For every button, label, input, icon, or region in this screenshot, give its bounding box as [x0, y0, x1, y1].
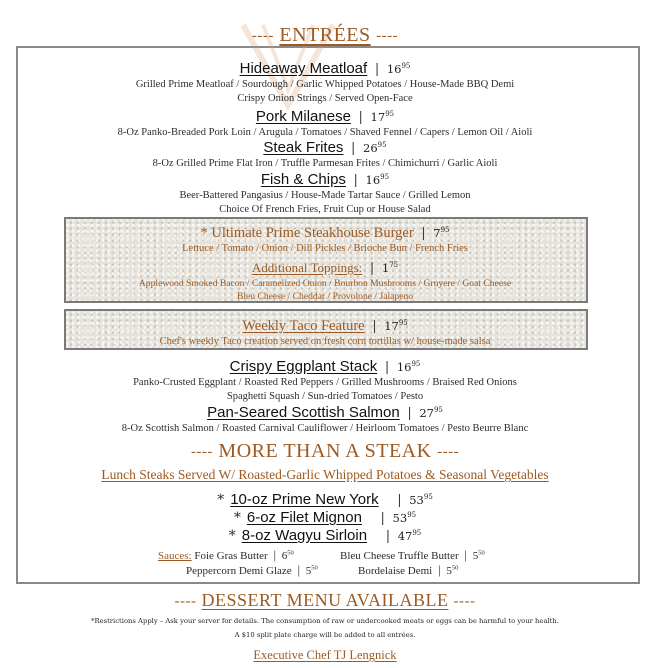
- split-plate-footnote: A $10 split plate charge will be added to all entrées.: [234, 631, 416, 639]
- heading-dash-right: ----: [437, 443, 460, 460]
- sauce-name: Peppercorn Demi Glaze: [186, 565, 292, 577]
- taco-description: Chef's weekly Taco creation served on fresh corn tortillas w/ house-made salsa: [159, 335, 491, 347]
- heading-dash-left: ----: [251, 27, 274, 44]
- restriction-star: *: [228, 527, 236, 544]
- chef-credit: [0, 644, 650, 663]
- toppings-list: Bleu Cheese / Cheddar / Provolone / Jalapeno: [236, 290, 414, 302]
- sauce-row-1b: Bleu Cheese Truffle Butter | $5^{50}$: [340, 547, 485, 562]
- heading-dash-right: ----: [376, 27, 399, 44]
- item-name: Pan-Seared Scottish Salmon: [207, 403, 400, 421]
- footnotes: [0, 616, 650, 641]
- menu-item-burger: * Ultimate Prime Steakhouse Burger | $7^{95}$ Lettuce / Tomato / Onion / Dill Pickles / Brioche Bun / French Fries Additional Toppings: | $1^{75}$ Applewood Smoked Bacon / Caramelized Onion / Bourbon Mushrooms / Gruyere / Goat Cheese Bleu Cheese / Cheddar / Provolone / Jalapeno: [0, 222, 650, 303]
- item-description: Spaghetti Squash / Sun-dried Tomatoes / Pesto: [226, 390, 424, 402]
- entrees-title: ENTRÉES: [279, 24, 371, 46]
- steak-name: 8-oz Wagyu Sirloin: [241, 526, 368, 544]
- item-name: Fish & Chips: [260, 170, 346, 188]
- item-name: Steak Frites: [263, 138, 344, 156]
- item-price: $27^{95}$: [419, 405, 443, 420]
- steak-subtitle-row: [0, 464, 650, 483]
- sauce-name: Bleu Cheese Truffle Butter: [340, 550, 459, 562]
- item-description: Grilled Prime Meatloaf / Sourdough / Garlic Whipped Potatoes / House-Made BBQ Demi: [135, 78, 515, 90]
- item-description: Beer-Battered Pangasius / House-Made Tartar Sauce / Grilled Lemon: [179, 189, 471, 201]
- sauce-row-2: Peppercorn Demi Glaze | $5^{50}$: [186, 562, 318, 577]
- chef-name: Executive Chef TJ Lengnick: [253, 648, 397, 662]
- menu-item-meatloaf: Hideaway Meatloaf | $16^{95}$ Grilled Prime Meatloaf / Sourdough / Garlic Whipped Potatoes / House-Made BBQ Demi Crispy Onion Strings / Served Open-Face: [0, 58, 650, 106]
- dessert-heading: [0, 590, 650, 611]
- dessert-title: DESSERT MENU AVAILABLE: [201, 590, 449, 610]
- item-name: Hideaway Meatloaf: [239, 59, 368, 77]
- item-description: 8-Oz Panko-Breaded Pork Loin / Arugula / Tomatoes / Shaved Fennel / Capers / Lemon Oil / Aioli: [117, 126, 533, 138]
- menu-item-eggplant-stack: Crispy Eggplant Stack | $16^{95}$ Panko-Crusted Eggplant / Roasted Red Peppers / Grilled Mushrooms / Braised Red Onions Spaghetti Squash / Sun-dried Tomatoes / Pesto: [0, 356, 650, 404]
- sauce-name: Bordelaise Demi: [358, 565, 433, 577]
- steak-heading: [0, 440, 650, 463]
- item-price: $17^{95}$: [370, 109, 395, 124]
- menu-item-pork-milanese: Pork Milanese | $17^{95}$ 8-Oz Panko-Breaded Pork Loin / Arugula / Tomatoes / Shaved Fennel / Capers / Lemon Oil / Aioli: [0, 106, 650, 140]
- burger-description: Lettuce / Tomato / Onion / Dill Pickles / Brioche Bun / French Fries: [182, 242, 468, 254]
- steak-item: * 6-oz Filet Mignon | $53^{95}$: [233, 508, 417, 526]
- item-name: Crispy Eggplant Stack: [229, 357, 378, 375]
- sauces-label: Sauces:: [158, 550, 192, 562]
- toppings-label: Additional Toppings:: [251, 259, 363, 275]
- item-description: Crispy Onion Strings / Served Open-Face: [237, 92, 413, 104]
- heading-dash-left: ----: [190, 443, 213, 460]
- item-name: Pork Milanese: [255, 107, 351, 125]
- restriction-star: *: [217, 491, 225, 508]
- sauce-name: Foie Gras Butter: [194, 550, 268, 562]
- burger-price: $7^{95}$: [433, 225, 450, 240]
- steak-subtitle: Lunch Steaks Served W/ Roasted-Garlic Whipped Potatoes & Seasonal Vegetables: [101, 467, 549, 482]
- menu-item-salmon: Pan-Seared Scottish Salmon | $27^{95}$ 8-Oz Scottish Salmon / Roasted Carnival Cauliflower / Heirloom Tomatoes / Pesto Beurre Blanc: [0, 402, 650, 436]
- steak-price: $53^{95}$: [409, 492, 433, 507]
- sauce-price: $6^{50}$: [281, 549, 294, 562]
- steak-name: 6-oz Filet Mignon: [246, 508, 362, 526]
- item-price: $16^{95}$: [365, 172, 390, 187]
- toppings-price: $1^{75}$: [381, 260, 399, 275]
- item-price: $16^{95}$: [396, 359, 421, 374]
- item-description: Panko-Crusted Eggplant / Roasted Red Peppers / Grilled Mushrooms / Braised Red Onions: [133, 376, 517, 388]
- entrees-heading: [0, 24, 650, 47]
- taco-price: $17^{95}$: [384, 318, 408, 333]
- restriction-footnote: *Restrictions Apply – Ask your server for details. The consumption of raw or undercooked meats or eggs can be harmful to your health.: [91, 617, 559, 625]
- steak-item: * 10-oz Prime New York | $53^{95}$: [217, 490, 433, 508]
- sauce-row-2b: Bordelaise Demi | $5^{50}$: [358, 562, 459, 577]
- sauce-price: $5^{50}$: [472, 549, 485, 562]
- burger-name: * Ultimate Prime Steakhouse Burger: [200, 224, 414, 241]
- menu-item-fish-chips: Fish & Chips | $16^{95}$ Beer-Battered Pangasius / House-Made Tartar Sauce / Grilled Lemon Choice Of French Fries, Fruit Cup or House Salad: [0, 169, 650, 217]
- sauce-price: $5^{50}$: [446, 564, 459, 577]
- sauce-row-1: Sauces: Foie Gras Butter | $6^{50}$: [158, 547, 294, 562]
- steak-item: * 8-oz Wagyu Sirloin | $47^{95}$: [228, 526, 422, 544]
- heading-dash-left: ----: [174, 593, 197, 610]
- steak-price: $53^{95}$: [392, 510, 417, 525]
- restriction-star: *: [233, 509, 241, 526]
- item-description: 8-Oz Grilled Prime Flat Iron / Truffle Parmesan Frites / Chimichurri / Garlic Aioli: [152, 157, 498, 169]
- menu-item-steak-frites: Steak Frites | $26^{95}$ 8-Oz Grilled Prime Flat Iron / Truffle Parmesan Frites / Chimichurri / Garlic Aioli: [0, 137, 650, 171]
- menu-item-taco: Weekly Taco Feature | $17^{95}$ Chef's weekly Taco creation served on fresh corn tortillas w/ house-made salsa: [0, 315, 650, 349]
- item-price: $16^{95}$: [386, 61, 411, 76]
- item-description: 8-Oz Scottish Salmon / Roasted Carnival Cauliflower / Heirloom Tomatoes / Pesto Beurre Blanc: [121, 422, 529, 434]
- toppings-list: Applewood Smoked Bacon / Caramelized Onion / Bourbon Mushrooms / Gruyere / Goat Cheese: [138, 277, 512, 289]
- taco-name: Weekly Taco Feature: [242, 317, 365, 334]
- item-price: $26^{95}$: [363, 140, 387, 155]
- steak-price: $47^{95}$: [397, 528, 422, 543]
- item-description: Choice Of French Fries, Fruit Cup or House Salad: [219, 203, 431, 215]
- steak-title: MORE THAN A STEAK: [218, 440, 432, 462]
- heading-dash-right: ----: [453, 593, 476, 610]
- sauce-price: $5^{50}$: [305, 564, 318, 577]
- steak-name: 10-oz Prime New York: [230, 490, 379, 508]
